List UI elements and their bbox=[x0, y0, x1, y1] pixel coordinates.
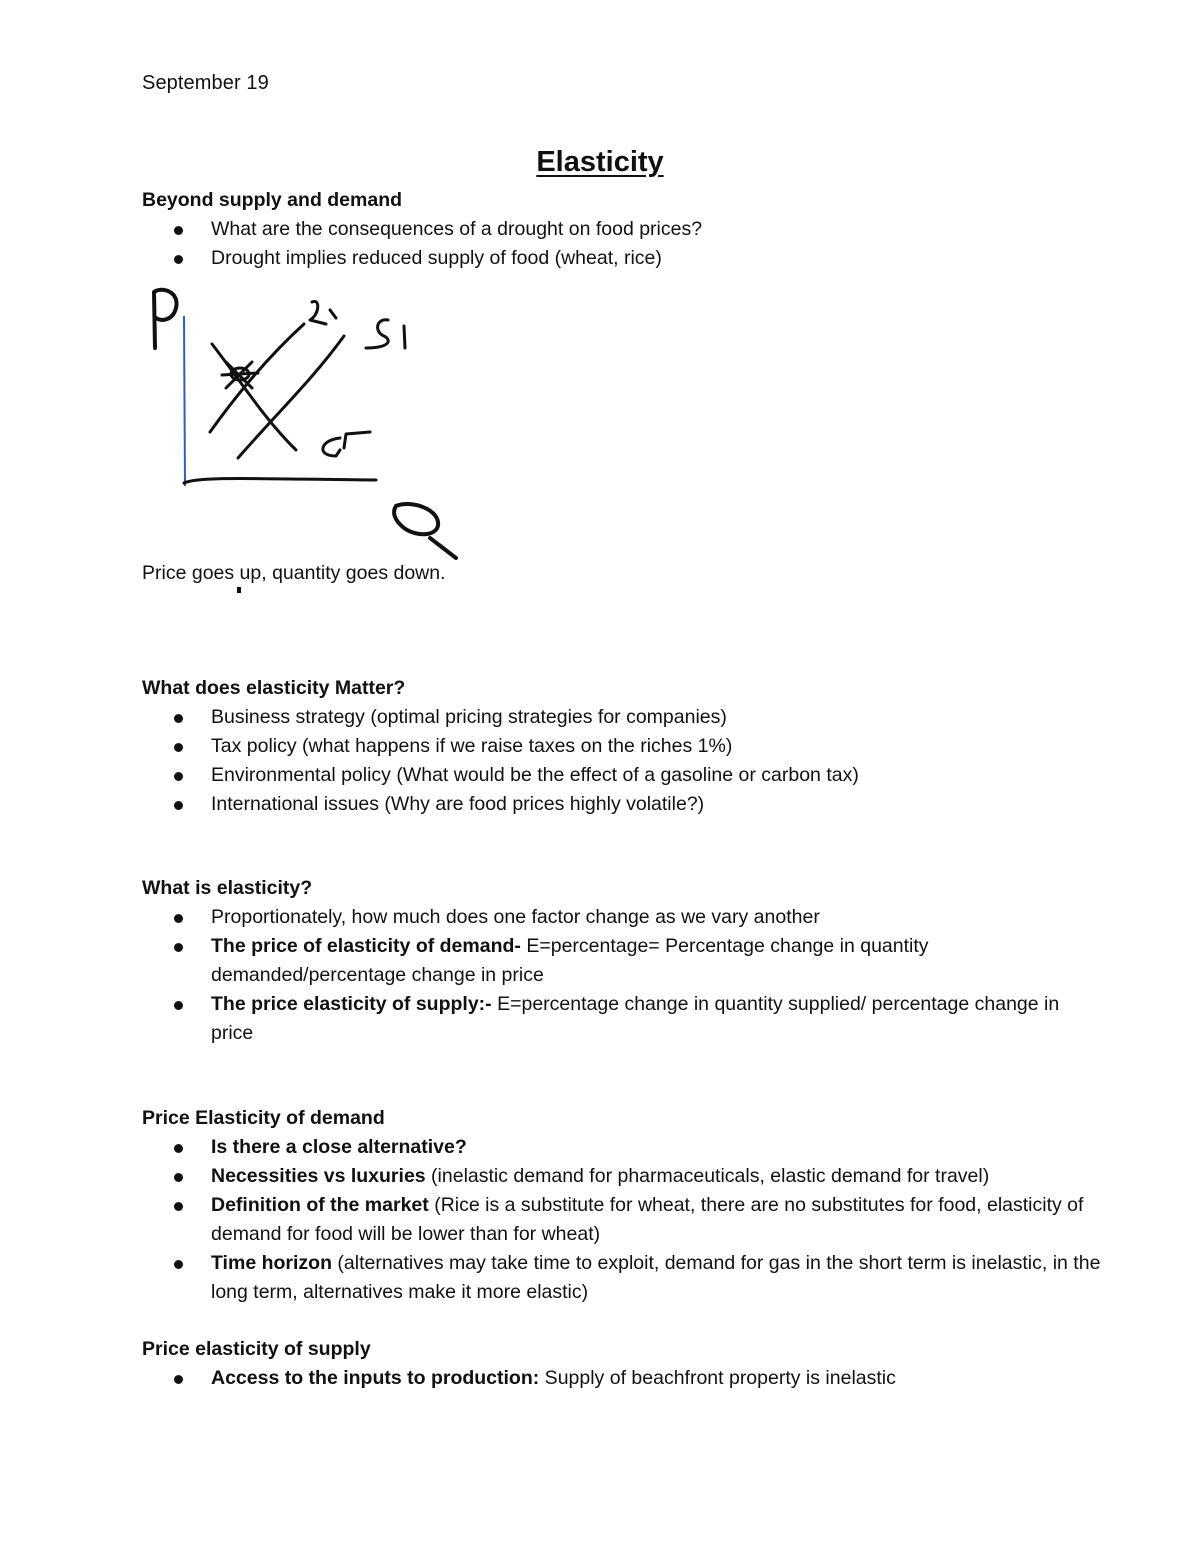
section-heading: What does elasticity Matter? bbox=[142, 677, 406, 699]
bullet-list bbox=[142, 903, 1102, 1048]
list-item-term: Definition of the market bbox=[211, 1194, 429, 1216]
bullet-list bbox=[142, 703, 1102, 819]
list-item-text: Business strategy (optimal pricing strategies for companies) bbox=[211, 706, 727, 728]
list-item bbox=[142, 703, 1102, 732]
list-item-term: Access to the inputs to production: bbox=[211, 1367, 540, 1389]
bullet-list bbox=[142, 1364, 1102, 1393]
list-item-text: (Rice is a substitute for wheat, there are no substitutes for food, elasticity of demand for food will be lower than for wheat) bbox=[211, 1194, 1084, 1245]
p-axis-label-drawing bbox=[154, 290, 177, 348]
list-item-term: Time horizon bbox=[211, 1252, 332, 1274]
section-heading: Price elasticity of supply bbox=[142, 1338, 371, 1360]
bullet-icon bbox=[174, 1001, 183, 1010]
list-item-text: (alternatives may take time to exploit, demand for gas in the short term is inelastic, in the long term, alternatives make it more elastic) bbox=[211, 1252, 1101, 1303]
bullet-icon bbox=[174, 1173, 183, 1182]
bullet-icon bbox=[174, 914, 183, 923]
list-item bbox=[142, 1162, 1102, 1191]
bullet-icon bbox=[174, 714, 183, 723]
list-item-text: Tax policy (what happens if we raise taxes on the riches 1%) bbox=[211, 735, 733, 757]
bullet-list bbox=[142, 215, 1102, 273]
bullet-icon bbox=[174, 226, 183, 235]
list-item bbox=[142, 215, 1102, 244]
section-heading: What is elasticity? bbox=[142, 877, 313, 899]
supply-curve-s2 bbox=[210, 324, 304, 432]
list-item-term: Necessities vs luxuries bbox=[211, 1165, 426, 1187]
bullet-icon bbox=[174, 1144, 183, 1153]
bullet-icon bbox=[174, 743, 183, 752]
s2-label-drawing bbox=[310, 301, 336, 324]
list-item-text: Environmental policy (What would be the effect of a gasoline or carbon tax) bbox=[211, 764, 859, 786]
section-price-elasticity-supply bbox=[142, 1335, 1102, 1393]
bullet-icon bbox=[174, 801, 183, 810]
bullet-icon bbox=[174, 943, 183, 952]
supply-demand-sketch bbox=[140, 280, 480, 565]
bullet-icon bbox=[174, 1202, 183, 1211]
x-axis bbox=[184, 479, 376, 484]
bullet-icon bbox=[174, 1260, 183, 1269]
list-item bbox=[142, 1133, 1102, 1162]
list-item-text: Supply of beachfront property is inelastic bbox=[539, 1367, 896, 1389]
sketch-summary bbox=[142, 559, 1102, 588]
section-what-is-elasticity bbox=[142, 874, 1102, 1048]
list-item-text: (inelastic demand for pharmaceuticals, elastic demand for travel) bbox=[425, 1165, 990, 1187]
list-item-text: Drought implies reduced supply of food (wheat, rice) bbox=[211, 247, 662, 269]
bullet-icon bbox=[174, 255, 183, 264]
list-item-text: International issues (Why are food prices highly volatile?) bbox=[211, 793, 705, 815]
list-item bbox=[142, 244, 1102, 273]
list-item bbox=[142, 1364, 1102, 1393]
section-heading: Beyond supply and demand bbox=[142, 189, 403, 211]
d-label-drawing bbox=[323, 432, 370, 456]
list-item-text: Proportionately, how much does one factor change as we vary another bbox=[211, 906, 820, 928]
page-title: Elasticity bbox=[536, 146, 664, 178]
list-item bbox=[142, 932, 1102, 990]
section-beyond-supply-demand bbox=[142, 186, 1102, 273]
s1-label-drawing bbox=[366, 320, 405, 348]
stray-mark bbox=[237, 587, 241, 593]
section-heading: Price Elasticity of demand bbox=[142, 1107, 385, 1129]
list-item bbox=[142, 903, 1102, 932]
list-item-term: The price elasticity of supply:- bbox=[211, 993, 492, 1015]
list-item bbox=[142, 990, 1102, 1048]
demand-curve bbox=[212, 344, 296, 450]
list-item-text: E=percentage change in quantity supplied/ percentage change in price bbox=[211, 993, 1060, 1044]
list-item bbox=[142, 790, 1102, 819]
sketch-summary-text: Price goes up, quantity goes down. bbox=[142, 562, 446, 584]
bullet-icon bbox=[174, 1375, 183, 1384]
bullet-icon bbox=[174, 772, 183, 781]
list-item-text: E=percentage= Percentage change in quantity demanded/percentage change in price bbox=[211, 935, 929, 986]
list-item bbox=[142, 1249, 1102, 1307]
list-item-term: Is there a close alternative? bbox=[211, 1136, 467, 1158]
list-item-text: What are the consequences of a drought on food prices? bbox=[211, 218, 703, 240]
y-axis bbox=[184, 316, 185, 486]
list-item bbox=[142, 761, 1102, 790]
list-item bbox=[142, 732, 1102, 761]
list-item bbox=[142, 1191, 1102, 1249]
date-line: September 19 bbox=[142, 72, 269, 94]
bullet-list bbox=[142, 1133, 1102, 1307]
supply-curve-s1 bbox=[238, 336, 344, 458]
list-item-term: The price of elasticity of demand- bbox=[211, 935, 521, 957]
section-elasticity-matter bbox=[142, 674, 1102, 819]
q-axis-label-drawing bbox=[394, 504, 456, 558]
section-price-elasticity-demand bbox=[142, 1104, 1102, 1307]
